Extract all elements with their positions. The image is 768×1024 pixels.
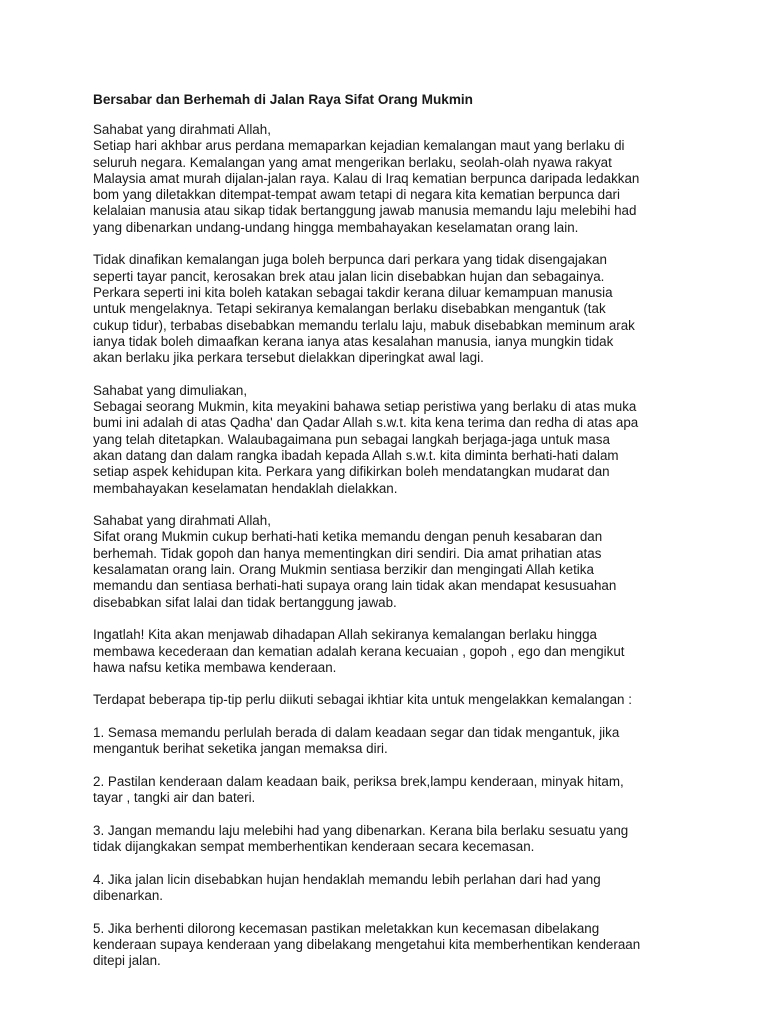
paragraph-causes: Tidak dinafikan kemalangan juga boleh berpunca dari perkara yang tidak disengajakan seperti tayar pancit, kerosakan brek atau jalan licin disebabkan hujan dan sebagainya. Perkara seperti ini kita boleh katakan sebagai takdir kerana diluar kemampuan manusia untuk mengelaknya. Tetapi sekiranya kemalangan berlaku disebabkan mengantuk (tak cukup tidur), terbabas disebabkan memandu terlalu laju, mabuk disebabkan meminum arak ianya tidak boleh dimaafkan kerana ianya atas kesalahan manusia, ianya mungkin tidak akan berlaku jika perkara tersebut dielakkan diperingkat awal lagi. [93, 252, 635, 366]
tip-item-2: 2. Pastilan kenderaan dalam keadaan baik, periksa brek,lampu kenderaan, minyak hitam, tayar , tangki air dan bateri. [93, 773, 624, 806]
paragraph-mukmin-traits: Sahabat yang dirahmati Allah, Sifat orang Mukmin cukup berhati-hati ketika memandu dengan penuh kesabaran dan berhemah. Tidak gopoh dan hanya mementingkan diri sendiri. Dia amat prihatian atas kesalamatan orang lain. Orang Mukmin sentiasa berzikir dan mengingati Allah ketika memandu dan sentiasa berhati-hati supaya orang lain tidak akan mendapat kesusuahan disebabkan sifat lalai dan tidak bertanggung jawab. [93, 513, 617, 610]
tip-item-3: 3. Jangan memandu laju melebihi had yang dibenarkan. Kerana bila berlaku sesuatu yang tidak dijangkakan sempat memberhentikan kenderaan secara kecemasan. [93, 822, 629, 855]
tip-item-5: 5. Jika berhenti dilorong kecemasan pastikan meletakkan kun kecemasan dibelakang kenderaan supaya kenderaan yang dibelakang mengetahui kita memberhentikan kenderaan ditepi jalan. [93, 920, 641, 969]
paragraph-intro: Sahabat yang dirahmati Allah, Setiap hari akhbar arus perdana memaparkan kejadian kemalangan maut yang berlaku di seluruh negara. Kemalangan yang amat mengerikan berlaku, seolah-olah nyawa rakyat Malaysia amat murah dijalan-jalan raya. Kalau di Iraq kematian berpunca daripada ledakkan bom yang diletakkan ditempat-tempat awam tetapi di negara kita kematian berpunca dari kelalaian manusia atau sikap tidak bertanggung jawab manusia memandu laju melebihi had yang dibenarkan undang-undang hingga membahayakan keselamatan orang lain. [93, 122, 640, 235]
document-title: Bersabar dan Berhemah di Jalan Raya Sifat Orang Mukmin [93, 92, 473, 107]
paragraph-qadha-qadar: Sahabat yang dimuliakan, Sebagai seorang Mukmin, kita meyakini bahawa setiap peristiwa yang berlaku di atas muka bumi ini adalah di atas Qadha' dan Qadar Allah s.w.t. kita kena terima dan redha di atas apa yang telah ditetapkan. Walaubagaimana pun sebagai langkah berjaga-jaga untuk masa akan datang dan dalam rangka ibadah kepada Allah s.w.t. kita diminta berhati-hati dalam setiap aspek kehidupan kita. Perkara yang difikirkan boleh mendatangkan mudarat dan membahayakan keselamatan hendaklah dielakkan. [93, 382, 639, 496]
tip-item-4: 4. Jika jalan licin disebabkan hujan hendaklah memandu lebih perlahan dari had yang dibenarkan. [93, 871, 601, 903]
paragraph-reminder: Ingatlah! Kita akan menjawab dihadapan Allah sekiranya kemalangan berlaku hingga membawa kecederaan dan kematian adalah kerana kecuaian , gopoh , ego dan mengikut hawa nafsu ketika membawa kenderaan. [93, 627, 625, 675]
paragraph-tips-intro: Terdapat beberapa tip-tip perlu diikuti sebagai ikhtiar kita untuk mengelakkan kemalangan : [93, 692, 632, 708]
document-page [93, 92, 693, 986]
tip-item-1: 1. Semasa memandu perlulah berada di dalam keadaan segar dan tidak mengantuk, jika mengantuk berihat seketika jangan memaksa diri. [93, 724, 620, 757]
